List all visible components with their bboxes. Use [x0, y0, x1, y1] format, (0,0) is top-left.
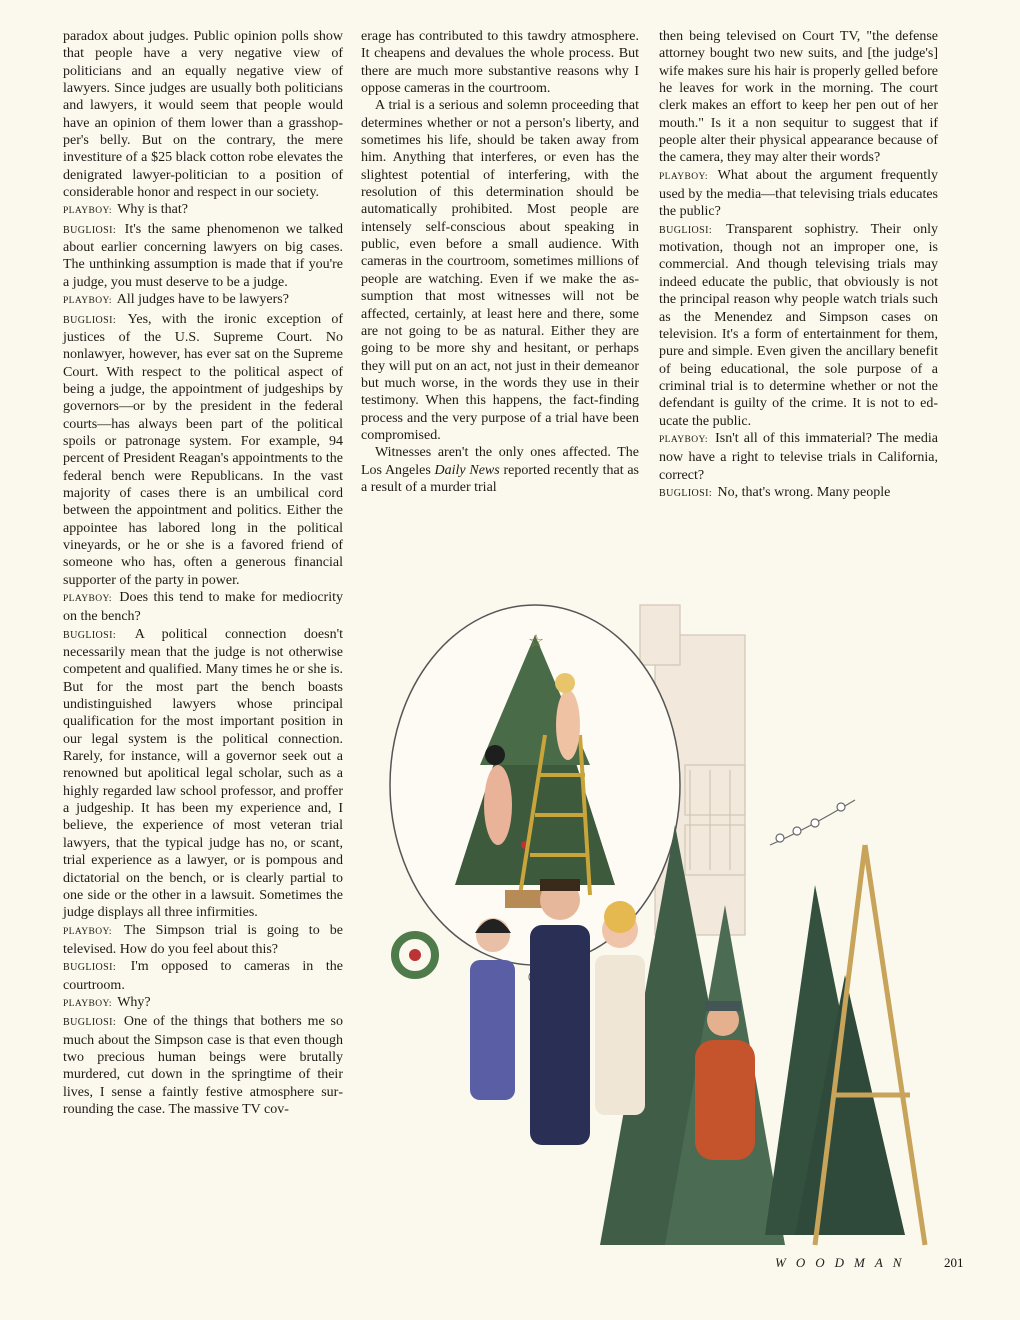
- question: PLAYBOY: Why is that?: [63, 202, 188, 218]
- page-number: 201: [944, 1255, 964, 1270]
- artist-signature: WOODMAN: [775, 1255, 912, 1270]
- answer: BUGLIOSI: It's the same phenomenon we talked about earlier concerning lawyers on big cases. The unthinking assumption is made that if you're a judge, you must deserve to be a judge.: [63, 221, 343, 290]
- string-lights: [770, 800, 855, 845]
- answer: BUGLIOSI: A political connection doesn't necessarily mean that the judge is not otherwise competent and qualified. Many times he or she is. But for the most part the bench boasts undistinguished lawyers whose principal qualification for the most important position in our legal system is the political connection. Rarely, for instance, will a governor seek out a renowned but apolitical legal scholar, such as a highly regarded law school professor, and proffer a judgeship. It has been my experience and, I believe, the experience of most veteran trial lawyers, that the typical judge has no, or scant, trial experience as a lawyer, or is pompous and dictatorial on the bench, or is clearly partial to one side or the other in a lawsuit. Sometimes the judge displays all three infirmities.: [63, 626, 343, 921]
- question: PLAYBOY: Does this tend to make for mediocrity on the bench?: [63, 590, 343, 625]
- speaker-label: BUGLIOSI:: [63, 629, 117, 641]
- paragraph: Witnesses aren't the only ones affected. The Los Angeles Daily News reported recently that as a result of a murder trial: [361, 445, 639, 495]
- question: PLAYBOY: All judges have to be lawyers?: [63, 292, 289, 308]
- speaker-label: BUGLIOSI:: [63, 314, 117, 326]
- answer: BUGLIOSI: Transparent sophistry. Their only motivation, though not an improper one, is commercial. And though televising trials may indeed educate the public, that obviously is not the principal reason why people watch trials such as the Menendez and Simpson cases on television. It's a form of entertainment for them, pure and simple. Even given the ancillary benefit of being educational, the sole purpose of a criminal trial is to determine whether or not the defendant is guilty of the crime. It is not to educate the public.: [659, 221, 939, 429]
- speaker-label: PLAYBOY:: [63, 594, 112, 604]
- text-column-2: [361, 28, 639, 496]
- speaker-label: PLAYBOY:: [63, 926, 112, 937]
- text-column-1: [63, 28, 343, 1118]
- speaker-label: PLAYBOY:: [63, 296, 112, 307]
- speaker-label: BUGLIOSI:: [63, 962, 117, 974]
- question: PLAYBOY: Why?: [63, 994, 151, 1010]
- couple-figures: [470, 879, 645, 1145]
- question: PLAYBOY: What about the argument frequently used by the media—that televising trials educates the public?: [659, 167, 938, 220]
- answer: BUGLIOSI: One of the things that bothers me so much about the Simpson case is that even though two precious human beings were brutally murdered, cut down in the springtime of their lives, I sense a faintly festive atmosphere surrounding the case. The massive TV cov-: [63, 1014, 343, 1117]
- paragraph: erage has contributed to this tawdry atmosphere. It cheapens and devalues the whole process. But there are much more substantive reasons why I oppose cameras in the courtroom.: [361, 29, 639, 97]
- publication-name: Daily News: [434, 462, 500, 478]
- paragraph: paradox about judges. Public opinion polls show that people have a very negative view of politicians and an equally negative view of lawyers. Since judges are usually both politicians and lawyers, it would seem that people would have an opinion of them lower than a grasshopper's belly. But on the contrary, the mere investiture of a $25 black cotton robe elevates the denigrated lawyer-politician to a position of considerable honor and respect in our society.: [63, 29, 343, 201]
- speaker-label: PLAYBOY:: [659, 171, 708, 182]
- speaker-label: PLAYBOY:: [63, 998, 112, 1009]
- question: PLAYBOY: Isn't all of this immaterial? The media now have a right to televise trials in California, correct?: [659, 430, 939, 483]
- paragraph: A trial is a serious and solemn proceeding that determines whether or not a person's liberty, and sometimes his life, should be taken away from him. Anything that interferes, or even has the slightest potential of interfering, with the resolution of this determination should be automatically prohibited. Most people are intensely self-conscious about speaking in public, even before a small audience. With cameras in the courtroom, sometimes millions of people are watching. Even if we make the assumption that most witnesses will not be affected, certainly, at least here and there, some are not going to be as natural. Either they are going to be more shy and hesitant, or perhaps they will put on an act, not just in their demeanor but much worse, in the words they use in their testimony. When this happens, the fact-finding process and the very purpose of a trial have been compromised.: [361, 98, 639, 443]
- cartoon-illustration: [385, 595, 975, 1275]
- paragraph: then being televised on Court TV, "the defense attorney bought two new suits, and [the judge's] wife makes sure his hair is properly gelled before he leaves for work in the morning. The court clerk makes an effort to keep her pen out of her mouth." Is it a non sequitur to suggest that if people alter their physical appearance because of the camera, they may alter their words?: [659, 29, 938, 166]
- speaker-label: BUGLIOSI:: [659, 487, 713, 499]
- answer: BUGLIOSI: I'm opposed to cameras in the courtroom.: [63, 959, 343, 993]
- answer: BUGLIOSI: Yes, with the ironic exception of justices of the U.S. Supreme Court. No nonlawyer, however, has ever sat on the Supreme Court. With respect to the political aspect of being a judge, the appointment of judgeships by governors—or by the president in the federal courts—has always been part of the political spoils or patronage system. For example, 94 percent of President Reagan's appointments to the federal bench were Republicans. In the vast majority of cases there is an umbilical cord between the appointment and politics. Either the appointee has labored long in the political vineyards, or he or she is a favored friend of someone who has, often a generous financial supporter of the party in power.: [63, 311, 343, 588]
- speaker-label: PLAYBOY:: [659, 434, 708, 445]
- speaker-label: PLAYBOY:: [63, 206, 112, 217]
- speaker-label: BUGLIOSI:: [63, 224, 117, 236]
- question: PLAYBOY: The Simpson trial is going to be televised. How do you feel about this?: [63, 922, 344, 957]
- answer: BUGLIOSI: No, that's wrong. Many people: [659, 484, 891, 500]
- speaker-label: BUGLIOSI:: [63, 1017, 117, 1029]
- text-column-3: [659, 28, 938, 502]
- speaker-label: BUGLIOSI:: [659, 224, 713, 236]
- svg-text:☆: ☆: [528, 631, 545, 652]
- wreath-icon: [395, 935, 435, 975]
